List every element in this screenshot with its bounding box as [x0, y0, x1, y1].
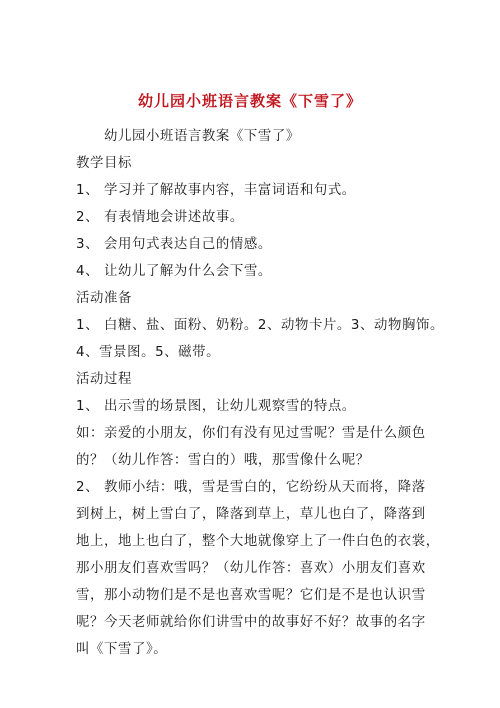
process-line: 地上，地上也白了，整个大地就像穿上了一件白色的衣裳，: [76, 534, 440, 549]
process-line: 呢？今天老师就给你们讲雪中的故事好不好？故事的名字: [76, 615, 426, 630]
preparation-item: 1、 白糖、盐、面粉、奶粉。2、动物卡片。3、动物胸饰。: [76, 318, 444, 333]
preparation-item: 4、雪景图。5、磁带。: [76, 345, 221, 360]
document-title: 幼儿园小班语言教案《下雪了》: [137, 92, 362, 110]
process-line: 那小朋友们喜欢雪吗？（幼儿作答：喜欢）小朋友们喜欢: [76, 561, 426, 576]
process-line: 叫《下雪了》。: [76, 642, 168, 657]
process-line: 如：亲爱的小朋友，你们有没有见过雪呢？雪是什么颜色: [76, 426, 426, 441]
document-subtitle: 幼儿园小班语言教案《下雪了》: [104, 129, 300, 144]
process-line: 2、 教师小结：哦，雪是雪白的，它纷纷从天而将，降落: [76, 480, 426, 495]
process-line: 1、 出示雪的场景图，让幼儿观察雪的特点。: [76, 399, 356, 414]
objective-item: 1、 学习并了解故事内容，丰富词语和句式。: [76, 183, 356, 198]
section-heading-process: 活动过程: [76, 372, 132, 387]
objective-item: 2、 有表情地会讲述故事。: [76, 210, 244, 225]
section-heading-preparation: 活动准备: [76, 291, 132, 306]
objective-item: 3、 会用句式表达自己的情感。: [76, 237, 272, 252]
process-line: 雪，那小动物们是不是也喜欢雪呢？它们是不是也认识雪: [76, 588, 426, 603]
process-line: 的？（幼儿作答：雪白的）哦，那雪像什么呢？: [76, 453, 370, 468]
process-line: 到树上，树上雪白了，降落到草上，草儿也白了，降落到: [76, 507, 426, 522]
objective-item: 4、 让幼儿了解为什么会下雪。: [76, 264, 272, 279]
section-heading-objectives: 教学目标: [76, 156, 132, 171]
